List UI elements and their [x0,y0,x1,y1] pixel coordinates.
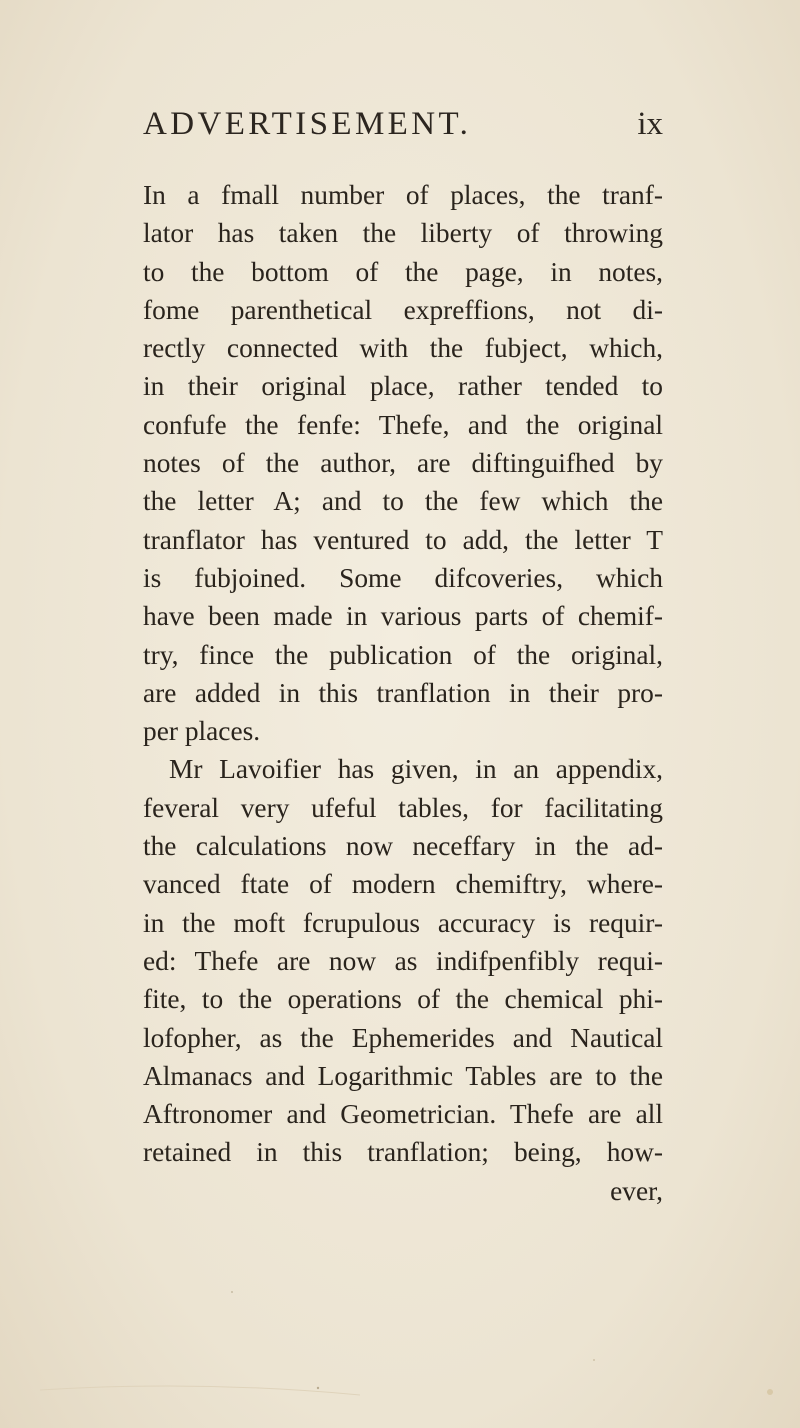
text-line: per places. [143,716,261,747]
text-line: Mr Lavoifier has given, in an appendix, [169,754,663,785]
text-line: tranflator has ventured to add, the letter T [143,524,663,555]
text-line: feveral very ufeful tables, for facilitating [143,792,663,823]
text-line: the calculations now neceffary in the ad- [143,831,663,862]
text-line: lofopher, as the Ephemerides and Nautical [143,1022,663,1053]
text-line: fome parenthetical expreffions, not di- [143,294,663,325]
running-head-title: ADVERTISEMENT. [143,106,472,142]
running-head [143,106,663,150]
text-line: to the bottom of the page, in notes, [143,256,663,287]
text-line: Aftronomer and Geometrician. Thefe are all [143,1099,663,1130]
text-line: are added in this tranflation in their pro- [143,677,663,708]
text-line: in the moft fcrupulous accuracy is requir- [143,907,663,938]
text-line: in their original place, rather tended to [143,371,663,402]
text-line: vanced ftate of modern chemiftry, where- [143,869,663,900]
text-line: Almanacs and Logarithmic Tables are to the [143,1060,663,1091]
text-line: the letter A; and to the few which the [143,486,663,517]
text-line: retained in this tranflation; being, how- [143,1137,663,1168]
text-line: lator has taken the liberty of throwing [143,218,663,249]
text-line: have been made in various parts of chemif- [143,601,663,632]
text-line: ed: Thefe are now as indifpenfibly requi- [143,945,663,976]
text-line: In a fmall number of places, the tranf- [143,180,663,210]
body-text [143,176,663,1210]
text-line: fite, to the operations of the chemical phi- [143,984,663,1015]
catchword: ever, [610,1175,663,1206]
text-line: notes of the author, are diftinguifhed by [143,448,663,479]
text-line: try, fince the publication of the original, [143,639,663,670]
page-number: ix [637,106,663,142]
text-line: confufe the fenfe: Thefe, and the original [143,409,663,440]
text-line: rectly connected with the fubject, which, [143,333,663,364]
text-line: is fubjoined. Some difcoveries, which [143,562,663,593]
